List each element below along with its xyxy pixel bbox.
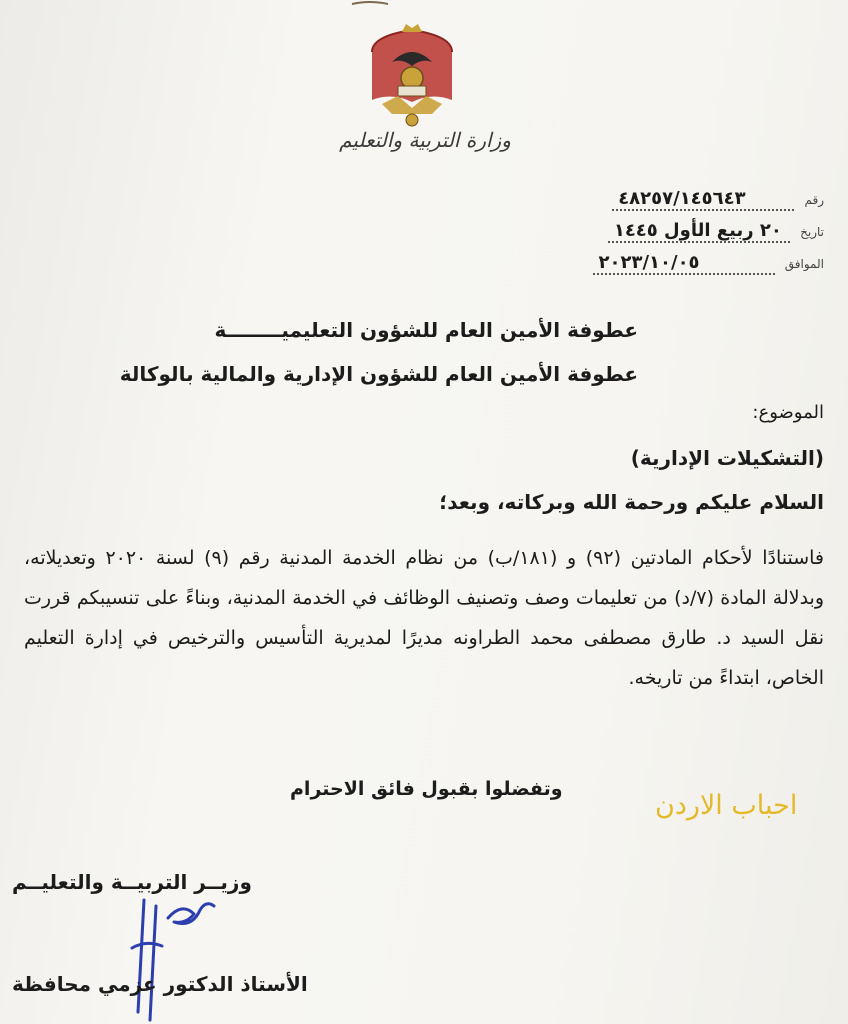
- letter-body: فاستنادًا لأحكام المادتين (٩٢) و (١٨١/ب) من نظام الخدمة المدنية رقم (٩) لسنة ٢٠٢٠ وتعديلاته، وبدلالة المادة (٧/د) من تعليمات وصف وتصنيف الوظائف في الخدمة المدنية، وبناءً على تنسيبكم قررت نقل السيد د. طارق مصطفى محمد الطراونه مديرًا لمديرية التأسيس والترخيص في إدارة التعليم الخاص، ابتداءً من تاريخه.: [24, 547, 825, 689]
- closing-line: وتفضلوا بقبول فائق الاحترام: [290, 778, 563, 800]
- subject-value: (التشكيلات الإدارية): [630, 446, 824, 470]
- signatory-title: وزيــر التربيــة والتعليــم: [12, 870, 252, 894]
- signatory-name: الأستاذ الدكتور عزمي محافظة: [12, 972, 308, 996]
- reference-corresponding-row: [593, 252, 825, 275]
- reference-date-value: ٢٠ ربيع الأول ١٤٤٥: [608, 220, 790, 243]
- reference-corresponding-label: الموافق: [784, 257, 824, 271]
- watermark-text: احباب الاردن: [655, 790, 798, 821]
- handwritten-signature-icon: [110, 888, 220, 1024]
- reference-number-label: رقم: [804, 193, 824, 207]
- addressee-line: عطوفة الأمين العام للشؤون التعليميــــــــة: [214, 318, 638, 342]
- cropped-header-mark: [350, 0, 390, 6]
- greeting: السلام عليكم ورحمة الله وبركاته، وبعد؛: [439, 490, 824, 514]
- reference-date-row: [608, 220, 824, 243]
- ministry-name: وزارة التربية والتعليم: [339, 128, 511, 152]
- addressee-line: عطوفة الأمين العام للشؤون الإدارية والمالية بالوكالة: [119, 362, 638, 386]
- reference-corresponding-value: ٢٠٢٣/١٠/٠٥: [593, 252, 775, 275]
- jordan-coat-of-arms-icon: [362, 22, 462, 130]
- reference-number-value: ٤٨٢٥٧/١٤٥٦٤٣: [612, 188, 794, 211]
- reference-number-row: [612, 188, 824, 211]
- reference-date-label: تاريخ: [800, 225, 824, 239]
- subject-label: الموضوع:: [752, 402, 824, 423]
